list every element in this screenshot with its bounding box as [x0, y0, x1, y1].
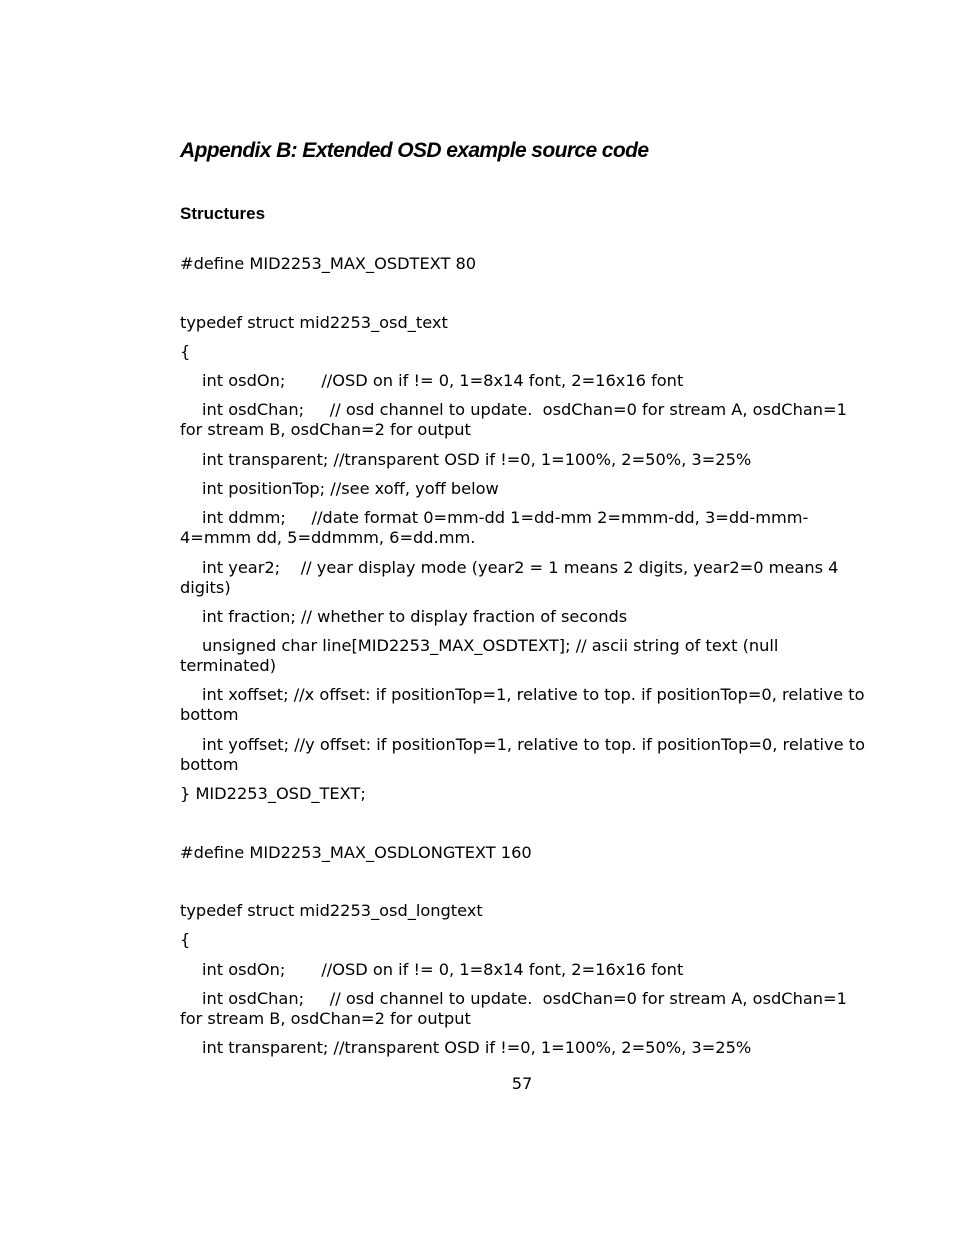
page-number: 57 [511, 1074, 533, 1093]
code-line: int osdOn; //OSD on if != 0, 1=8x14 font, 2=16x16 font [202, 960, 684, 979]
code-line: int fraction; // whether to display fraction of seconds [202, 607, 628, 626]
code-line: int xoffset; //x offset: if positionTop=1, relative to top. if positionTop=0, relative to bottom [180, 685, 870, 724]
code-line: int year2; // year display mode (year2 = 1 means 2 digits, year2=0 means 4 digits) [180, 558, 844, 597]
code-line: int yoffset; //y offset: if positionTop=1, relative to top. if positionTop=0, relative to bottom [180, 735, 871, 774]
code-line: { [180, 930, 191, 949]
section-heading: Structures [180, 204, 266, 223]
code-line: int osdOn; //OSD on if != 0, 1=8x14 font, 2=16x16 font [202, 371, 684, 390]
code-line: } MID2253_OSD_TEXT; [180, 784, 366, 803]
code-line: int transparent; //transparent OSD if !=0, 1=100%, 2=50%, 3=25% [202, 1038, 752, 1057]
code-line: int ddmm; //date format 0=mm-dd 1=dd-mm 2=mmm-dd, 3=dd-mmm-4=mmm dd, 5=ddmmm, 6=dd.mm. [180, 508, 809, 547]
code-line: typedef struct mid2253_osd_text [180, 313, 448, 332]
code-line: typedef struct mid2253_osd_longtext [180, 901, 483, 920]
code-line: #define MID2253_MAX_OSDTEXT 80 [180, 254, 477, 273]
code-line: { [180, 342, 191, 361]
code-line: int positionTop; //see xoff, yoff below [202, 479, 499, 498]
code-line: int osdChan; // osd channel to update. osdChan=0 for stream A, osdChan=1 for stream B, osdChan=2 for output [180, 400, 853, 439]
code-line: #define MID2253_MAX_OSDLONGTEXT 160 [180, 843, 532, 862]
code-line: unsigned char line[MID2253_MAX_OSDTEXT]; // ascii string of text (null terminated) [180, 636, 784, 675]
appendix-title: Appendix B: Extended OSD example source code [180, 139, 649, 162]
code-line: int osdChan; // osd channel to update. osdChan=0 for stream A, osdChan=1 for stream B, osdChan=2 for output [180, 989, 853, 1028]
code-line: int transparent; //transparent OSD if !=0, 1=100%, 2=50%, 3=25% [202, 450, 752, 469]
